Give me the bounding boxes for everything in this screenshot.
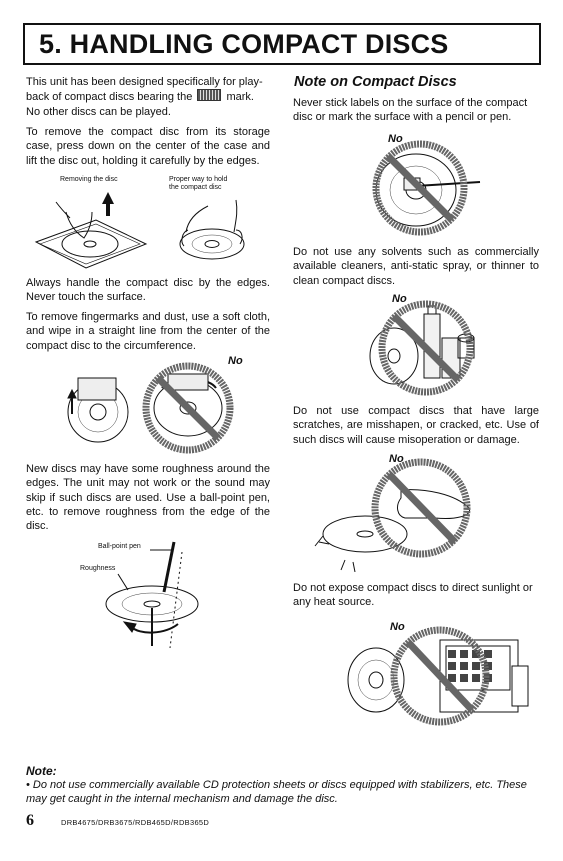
no-label: No [388,133,403,145]
labels-figure [360,130,490,238]
solvents-figure [360,290,490,400]
intro-paragraph [26,75,270,119]
no-label: No [390,621,405,633]
hand-holding-disc-drawing [180,200,244,259]
labels-paragraph: Never stick labels on the surface of the compact disc or mark the surface with a pencil or pen. [293,97,528,124]
sunlight-figure [340,616,540,726]
scratches-paragraph: Do not use compact discs that have large scratches, are misshapen, or cracked, etc. Use of such discs will cause misoperation or damage. [293,405,539,446]
intro-text-b: mark. No other discs can be played. [26,91,254,118]
scratched-disc-figure [305,450,505,572]
up-arrow-icon [102,192,114,216]
remove-disc-paragraph: To remove the compact disc from its storage case, press down on the center of the case and lift the disc out, holding it carefully by the edges. [26,126,270,167]
proper-hold-label-2: the compact disc [169,184,222,191]
fingermarks-paragraph: To remove fingermarks and dust, use a soft cloth, and wipe in a straight line from the center of the compact disc to the circumference. [26,311,270,352]
compact-disc-logo-icon [197,89,221,101]
no-label: No [389,453,404,465]
page-number: 6 [26,812,34,829]
section-heading: Note on Compact Discs [294,74,457,90]
roughness-removal-figure [70,536,220,656]
intro-text-a: This unit has been designed specifically for play-back of compact discs bearing the [26,76,263,104]
roughness-paragraph: New discs may have some roughness around the edges. The unit may not work or the sound may skip if such discs are used. Use a ball-point pen, etc. to remove roughness from the edge of the disc. [26,463,270,533]
model-numbers: DRB4675/DRB3675/RDB465D/RDB365D [61,818,210,827]
note-text: • Do not use commercially available CD protection sheets or discs equipped with stabilizers, etc. These may get caught in the internal mechanism and damage the disc. [26,779,527,805]
roughness-label: Roughness [80,565,116,572]
sunlight-paragraph: Do not expose compact discs to direct sunlight or any heat source. [293,582,533,609]
ball-point-pen-label: Ball-point pen [98,543,141,550]
handle-edges-paragraph: Always handle the compact disc by the edges. Never touch the surface. [26,277,270,304]
note-heading: Note: [26,764,57,778]
disc-and-pen-drawing [106,542,198,648]
page-title: 5. HANDLING COMPACT DISCS [39,29,449,59]
proper-hold-label-1: Proper way to hold [169,176,228,183]
no-label: No [392,293,407,305]
removing-disc-label: Removing the disc [60,176,118,183]
title-box [23,23,541,65]
disc-with-pen-drawing [376,154,480,226]
no-label: No [228,355,243,367]
solvents-paragraph: Do not use any solvents such as commercially available cleaners, anti-static spray, or thinner to clean compact discs. [293,246,539,287]
wiping-disc-figure [60,352,260,454]
correct-wiping-drawing [68,378,128,442]
removing-disc-figure [26,172,270,272]
disc-case-drawing [36,202,146,268]
prohibited-sign-icon [376,144,464,232]
